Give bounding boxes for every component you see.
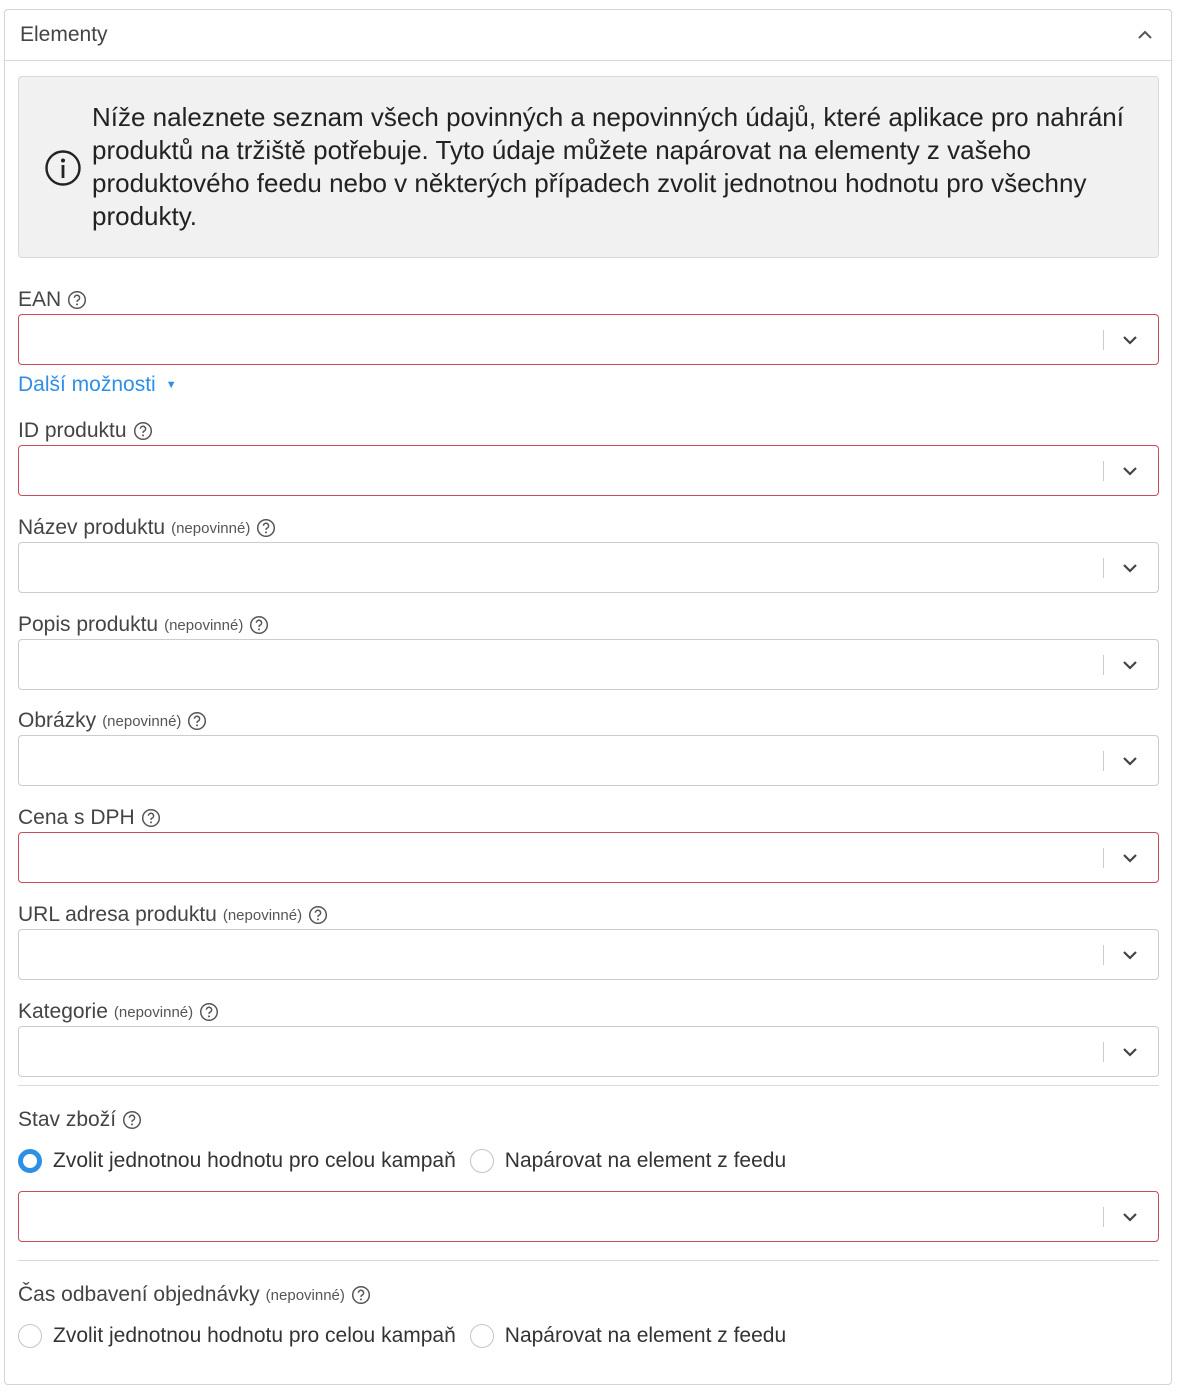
- optional-tag: (nepovinné): [113, 1003, 194, 1021]
- price-label: Cena s DPH: [18, 806, 135, 829]
- radio-unchecked-icon[interactable]: [470, 1324, 494, 1348]
- id-select[interactable]: [18, 445, 1159, 496]
- ean-select[interactable]: [18, 314, 1159, 365]
- help-icon[interactable]: [133, 421, 153, 441]
- help-icon[interactable]: [351, 1285, 371, 1305]
- field-label: [18, 1281, 1159, 1309]
- description-select[interactable]: [18, 639, 1159, 690]
- field-name: [18, 514, 1159, 593]
- info-text: Níže naleznete seznam všech povinných a nepovinných údajů, které aplikace pro nahrání produktů na tržiště potřebuje. Tyto údaje můžete napárovat na elementy z vašeho produktového feedu nebo v některých případech zvolit jednotnou hodnotu pro všechny produkty.: [92, 102, 1124, 231]
- panel-title: Elementy: [20, 23, 108, 46]
- radio-checked-icon[interactable]: [18, 1149, 42, 1173]
- panel-header[interactable]: [5, 10, 1171, 61]
- select-separator: [1103, 558, 1104, 578]
- description-label: Popis produktu: [18, 613, 159, 636]
- field-condition: [18, 1106, 1159, 1178]
- optional-tag: (nepovinné): [265, 1286, 345, 1304]
- select-separator: [1103, 848, 1104, 868]
- help-icon[interactable]: [249, 615, 269, 635]
- field-category: [18, 998, 1159, 1077]
- optional-tag: (nepovinné): [102, 712, 182, 730]
- field-id: [18, 417, 1159, 496]
- field-label: [18, 901, 1159, 929]
- field-images: [18, 707, 1159, 786]
- info-icon: [44, 149, 82, 187]
- url-select[interactable]: [18, 929, 1159, 980]
- field-label: [18, 804, 1159, 832]
- chevron-down-icon[interactable]: [1120, 655, 1140, 675]
- category-label: Kategorie: [18, 1000, 108, 1023]
- field-label: [18, 707, 1159, 735]
- dispatch-radio-map[interactable]: [470, 1324, 786, 1348]
- section-divider: [18, 1260, 1159, 1261]
- chevron-up-icon[interactable]: [1134, 24, 1156, 46]
- field-label: [18, 611, 1159, 639]
- chevron-down-icon[interactable]: [1120, 558, 1140, 578]
- field-label: [18, 514, 1159, 542]
- name-select[interactable]: [18, 542, 1159, 593]
- dispatch-radio-single[interactable]: [18, 1324, 456, 1348]
- condition-select[interactable]: [18, 1191, 1159, 1242]
- url-label: URL adresa produktu: [18, 903, 217, 926]
- id-label: ID produktu: [18, 419, 127, 442]
- chevron-down-icon[interactable]: [1120, 1042, 1140, 1062]
- optional-tag: (nepovinné): [222, 906, 303, 924]
- select-separator: [1103, 751, 1104, 771]
- field-dispatch-time: [18, 1281, 1159, 1353]
- chevron-down-icon[interactable]: [1120, 1207, 1140, 1227]
- chevron-down-icon[interactable]: [1120, 848, 1140, 868]
- field-label: [18, 1106, 1159, 1134]
- help-icon[interactable]: [187, 711, 207, 731]
- field-label: [18, 998, 1159, 1026]
- select-separator: [1103, 655, 1104, 675]
- more-options-label: Další možnosti: [18, 373, 156, 396]
- radio-label: Zvolit jednotnou hodnotu pro celou kampaň: [53, 1324, 456, 1347]
- help-icon[interactable]: [256, 518, 276, 538]
- chevron-down-icon[interactable]: [1120, 751, 1140, 771]
- radio-unchecked-icon[interactable]: [470, 1149, 494, 1173]
- help-icon[interactable]: [122, 1110, 142, 1130]
- select-separator: [1103, 1207, 1104, 1227]
- select-separator: [1103, 330, 1104, 350]
- info-box: [18, 76, 1159, 258]
- chevron-down-icon[interactable]: [1120, 945, 1140, 965]
- price-select[interactable]: [18, 832, 1159, 883]
- elements-panel: [4, 9, 1172, 1385]
- field-description: [18, 611, 1159, 690]
- condition-value-field: [18, 1191, 1159, 1242]
- ean-label: EAN: [18, 288, 62, 311]
- chevron-down-icon[interactable]: [1120, 461, 1140, 481]
- images-label: Obrázky: [18, 709, 97, 732]
- help-icon[interactable]: [199, 1002, 219, 1022]
- condition-radio-group: [18, 1144, 1159, 1178]
- radio-unchecked-icon[interactable]: [18, 1324, 42, 1348]
- caret-down-icon: ▼: [165, 379, 177, 391]
- field-label: [18, 417, 1159, 445]
- images-select[interactable]: [18, 735, 1159, 786]
- field-label: [18, 286, 1159, 314]
- radio-label: Napárovat na element z feedu: [504, 1324, 787, 1347]
- optional-tag: (nepovinné): [171, 519, 251, 537]
- condition-radio-map[interactable]: [470, 1149, 786, 1173]
- radio-label: Zvolit jednotnou hodnotu pro celou kampaň: [53, 1149, 456, 1172]
- dispatch-radio-group: [18, 1319, 1159, 1353]
- field-url: [18, 901, 1159, 980]
- select-separator: [1103, 461, 1104, 481]
- select-separator: [1103, 1042, 1104, 1062]
- section-divider: [18, 1085, 1159, 1086]
- optional-tag: (nepovinné): [164, 616, 244, 634]
- condition-label: Stav zboží: [18, 1108, 117, 1131]
- name-label: Název produktu: [18, 516, 166, 539]
- chevron-down-icon[interactable]: [1120, 330, 1140, 350]
- more-options-toggle[interactable]: [18, 373, 177, 397]
- radio-label: Napárovat na element z feedu: [504, 1149, 787, 1172]
- help-icon[interactable]: [67, 290, 87, 310]
- field-price: [18, 804, 1159, 883]
- dispatch-label: Čas odbavení objednávky: [18, 1283, 260, 1306]
- help-icon[interactable]: [141, 808, 161, 828]
- condition-radio-single[interactable]: [18, 1149, 456, 1173]
- field-ean: [18, 286, 1159, 365]
- select-separator: [1103, 945, 1104, 965]
- help-icon[interactable]: [308, 905, 328, 925]
- category-select[interactable]: [18, 1026, 1159, 1077]
